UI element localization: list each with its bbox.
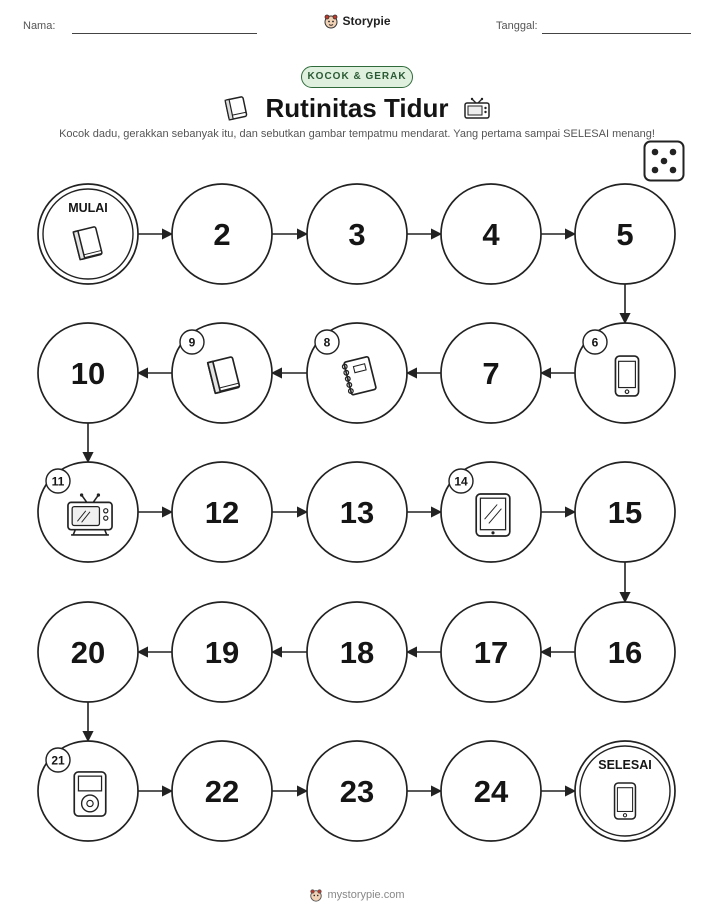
board-space-11[interactable] [38,462,138,562]
space-number: 7 [482,356,500,391]
space-number: 17 [473,635,509,670]
footer [0,888,714,905]
brand-name: Storypie [342,14,391,28]
board-space-5[interactable] [575,184,675,284]
finish-label: SELESAI [598,758,652,772]
board-space-10[interactable] [38,323,138,423]
board-space-19[interactable] [172,602,272,702]
space-number: 20 [70,635,106,670]
board-space-9[interactable] [172,323,272,423]
space-number: 12 [204,495,240,530]
space-number: 18 [339,635,375,670]
space-number: 24 [473,774,509,809]
board-space-20[interactable] [38,602,138,702]
board-space-7[interactable] [441,323,541,423]
activity-badge: KOCOK & GERAK [301,66,413,88]
footer-url: mystorypie.com [327,889,405,901]
phone-icon [615,356,638,396]
space-number: 11 [51,474,65,489]
date-label: Tanggal: [496,20,538,32]
board-space-15[interactable] [575,462,675,562]
space-number: 10 [70,356,106,391]
space-number: 5 [616,217,634,252]
space-number: 21 [51,753,65,768]
board-space-6[interactable] [575,323,675,423]
board-space-16[interactable] [575,602,675,702]
space-number: 22 [204,774,240,809]
board-space-25[interactable] [575,741,675,841]
space-number: 14 [454,474,468,489]
space-number: 2 [213,217,231,252]
space-number: 9 [188,335,196,350]
space-number: 6 [591,335,599,350]
board-space-21[interactable] [38,741,138,841]
space-number: 16 [607,635,643,670]
page-title: Rutinitas Tidur [265,92,449,123]
phone-icon [615,783,636,819]
board-space-2[interactable] [172,184,272,284]
storypie-logo-icon [309,888,323,902]
board-space-23[interactable] [307,741,407,841]
space-number: 4 [482,217,500,252]
board-space-4[interactable] [441,184,541,284]
space-number: 13 [339,495,375,530]
space-number: 19 [204,635,240,670]
space-number: 3 [348,217,366,252]
board-space-3[interactable] [307,184,407,284]
board-space-12[interactable] [172,462,272,562]
start-label: MULAI [68,201,108,215]
instructions: Kocok dadu, gerakkan sebanyak itu, dan sebutkan gambar tempatmu mendarat. Yang pertama sampai SELESAI menang! [59,128,655,140]
tablet-icon [476,494,510,536]
board-space-22[interactable] [172,741,272,841]
board-space-13[interactable] [307,462,407,562]
space-number: 23 [339,774,375,809]
board-space-1[interactable] [38,184,138,284]
board-space-24[interactable] [441,741,541,841]
board-space-14[interactable] [441,462,541,562]
music-player-icon [74,772,106,816]
board-space-17[interactable] [441,602,541,702]
space-number: 8 [323,335,331,350]
name-label: Nama: [23,20,56,32]
board-space-8[interactable] [307,323,407,423]
space-number: 15 [607,495,643,530]
board-space-18[interactable] [307,602,407,702]
